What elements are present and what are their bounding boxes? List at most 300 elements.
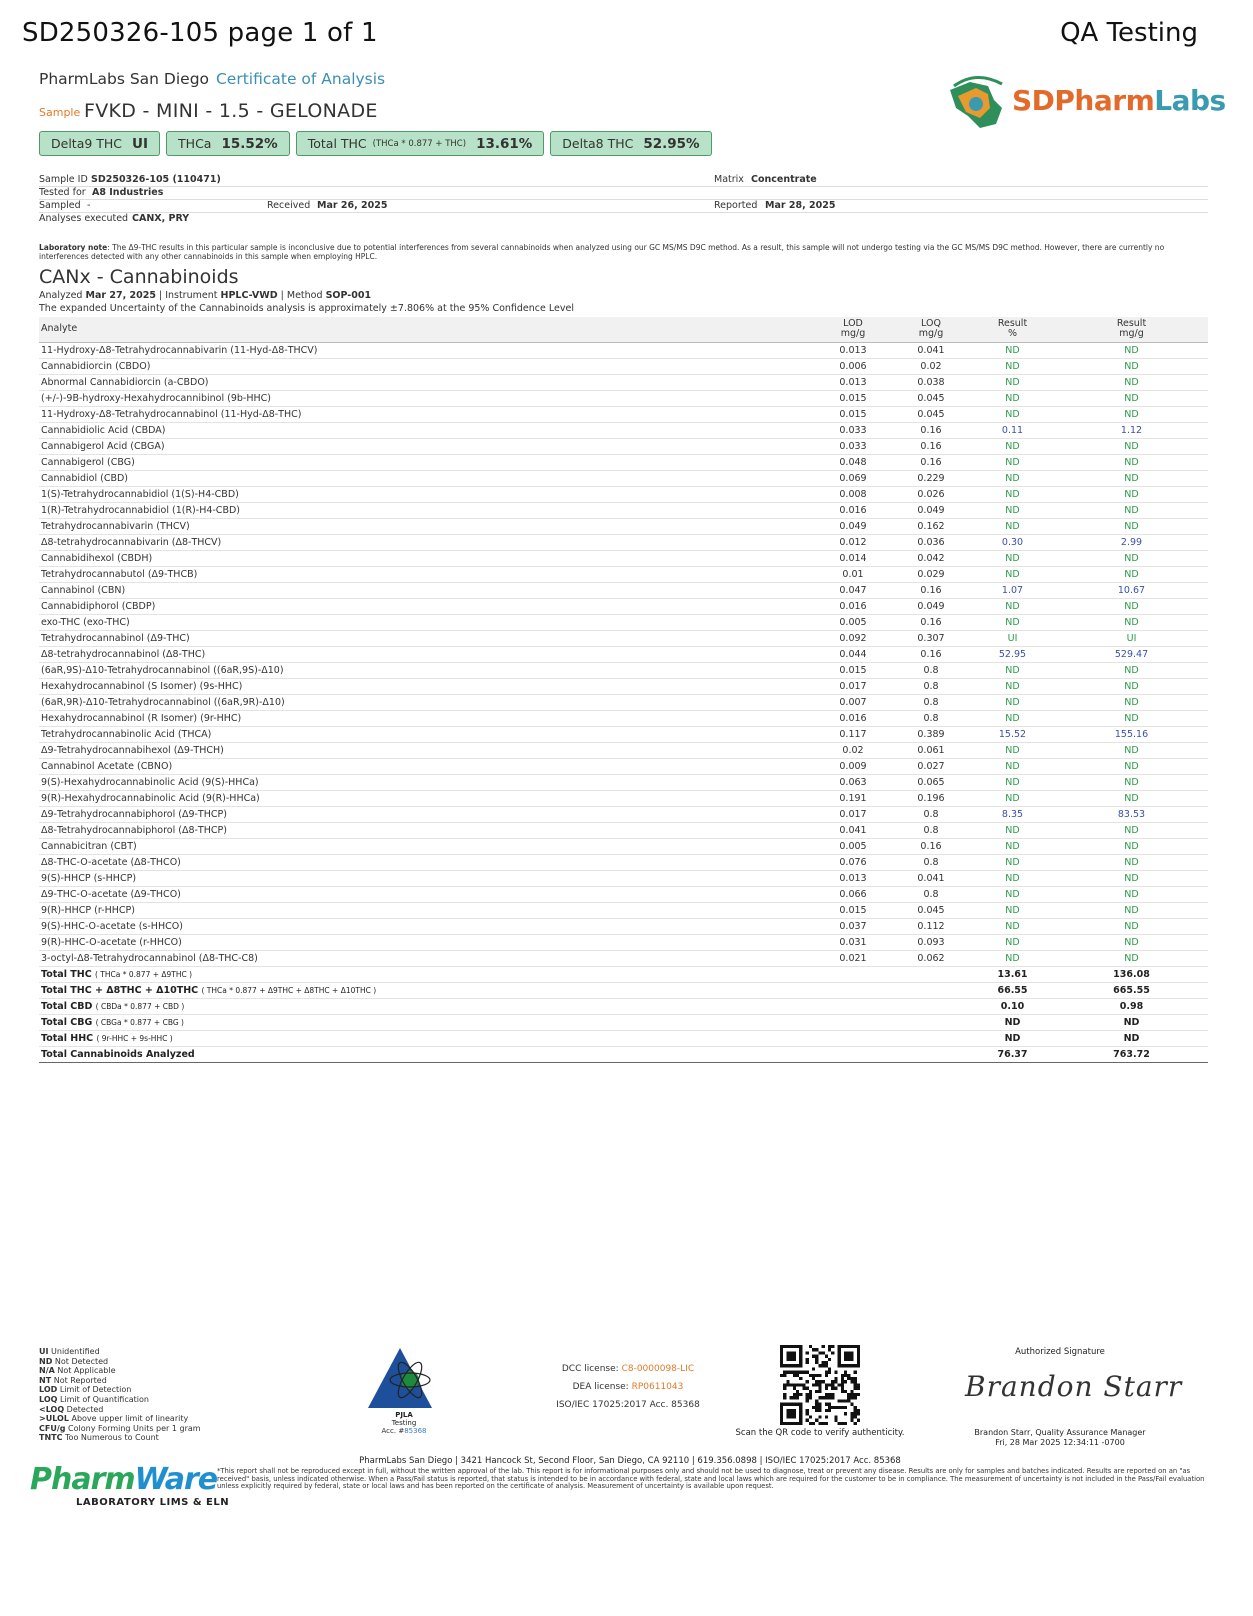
table-row xyxy=(39,774,1208,790)
loq-cell: 0.093 xyxy=(892,934,970,950)
lod-cell: 0.033 xyxy=(814,438,892,454)
loq-cell: 0.045 xyxy=(892,390,970,406)
analyte-cell: Hexahydrocannabinol (S Isomer) (9s-HHC) xyxy=(39,678,814,694)
lod-cell: 0.092 xyxy=(814,630,892,646)
loq-cell: 0.16 xyxy=(892,582,970,598)
analyte-cell: Tetrahydrocannabinol (Δ9-THC) xyxy=(39,630,814,646)
table-row xyxy=(39,566,1208,582)
analyte-cell: 3-octyl-Δ8-Tetrahydrocannabinol (Δ8-THC-C8) xyxy=(39,950,814,966)
pjla-name: PJLA xyxy=(395,1411,413,1419)
total-row xyxy=(39,1046,1208,1062)
table-row xyxy=(39,870,1208,886)
reported-date: Mar 28, 2025 xyxy=(765,200,836,211)
lod-cell: 0.048 xyxy=(814,454,892,470)
meta-row-3: Sampled - Received Mar 26, 2025 Reported Mar 28, 2025 xyxy=(39,200,1208,213)
result-pct-cell: ND xyxy=(970,614,1055,630)
loq-cell: 0.16 xyxy=(892,646,970,662)
table-row xyxy=(39,374,1208,390)
loq-cell: 0.049 xyxy=(892,598,970,614)
loq-cell: 0.042 xyxy=(892,550,970,566)
lod-cell: 0.037 xyxy=(814,918,892,934)
result-mg-cell: ND xyxy=(1055,470,1208,486)
analyte-cell: 9(R)-HHCP (r-HHCP) xyxy=(39,902,814,918)
result-mg-cell: ND xyxy=(1055,694,1208,710)
table-row xyxy=(39,726,1208,742)
laboratory-note: Laboratory note: The Δ9-THC results in this particular sample is inconclusive due to potential interferences from several cannabinoids when analyzed using our GC MS/MS D9C method. As a result, this sample will not undergo testing via the GC MS/MS D9C method. However, there are currently no interferences detected with any other cannabinoids in this sample when employing HPLC. xyxy=(39,243,1165,261)
result-mg-cell: ND xyxy=(1055,902,1208,918)
total-pct: 13.61 xyxy=(970,966,1055,982)
result-mg-cell: 529.47 xyxy=(1055,646,1208,662)
qr-code-icon[interactable] xyxy=(780,1345,860,1425)
loq-cell: 0.8 xyxy=(892,710,970,726)
total-label: Total THC + Δ8THC + Δ10THC ( THCa * 0.877 + Δ9THC + Δ8THC + Δ10THC ) xyxy=(39,982,814,998)
total-row xyxy=(39,966,1208,982)
result-mg-cell: 155.16 xyxy=(1055,726,1208,742)
result-pct-cell: ND xyxy=(970,742,1055,758)
disclaimer: *This report shall not be reproduced except in full, without the written approval of the lab. This report is for informational purposes only and should not be used to diagnose, treat or prevent any disease. Results are only for samples and batches indicated. Results are reported on an "as received" basis, unless indicated otherwise. When a Pass/Fail status is reported, that status is intended to be in accordance with federal, state and local laws which are required for the customer to be in compliance. The measurement of uncertainty is not included in the Pass/Fail evaluation unless explicitly required by federal, state or local laws and has been reported on the certificate of analysis. Measurement of uncertainty is available upon request. xyxy=(217,1467,1205,1491)
analyte-cell: Cannabigerol Acid (CBGA) xyxy=(39,438,814,454)
result-mg-cell: ND xyxy=(1055,854,1208,870)
result-mg-cell: ND xyxy=(1055,454,1208,470)
col-analyte: Analyte xyxy=(39,317,814,342)
table-row xyxy=(39,518,1208,534)
doc-type: Certificate of Analysis xyxy=(215,70,386,88)
legend-item: CFU/g Colony Forming Units per 1 gram xyxy=(39,1423,201,1433)
result-mg-cell: ND xyxy=(1055,502,1208,518)
lod-cell: 0.01 xyxy=(814,566,892,582)
dea-license: DEA license: RP0611043 xyxy=(572,1382,684,1392)
total-row xyxy=(39,982,1208,998)
loq-cell: 0.8 xyxy=(892,694,970,710)
legend-item: TNTC Too Numerous to Count xyxy=(39,1433,159,1443)
legend-item: UI Unidentified xyxy=(39,1347,100,1356)
sample-id: SD250326-105 (110471) xyxy=(91,174,221,185)
total-mg: 763.72 xyxy=(1055,1046,1208,1062)
pharmware-logo: PharmWare xyxy=(30,1462,218,1497)
lod-cell: 0.041 xyxy=(814,822,892,838)
loq-cell: 0.16 xyxy=(892,838,970,854)
analyte-cell: 9(R)-HHC-O-acetate (r-HHCO) xyxy=(39,934,814,950)
total-label: Total CBG ( CBGa * 0.877 + CBG ) xyxy=(39,1014,814,1030)
table-row xyxy=(39,758,1208,774)
loq-cell: 0.8 xyxy=(892,886,970,902)
result-pct-cell: ND xyxy=(970,934,1055,950)
total-pct: ND xyxy=(970,1014,1055,1030)
result-pct-cell: ND xyxy=(970,822,1055,838)
result-mg-cell: ND xyxy=(1055,918,1208,934)
result-pct-cell: 15.52 xyxy=(970,726,1055,742)
lod-cell: 0.013 xyxy=(814,342,892,358)
analyte-cell: 9(S)-HHCP (s-HHCP) xyxy=(39,870,814,886)
result-mg-cell: ND xyxy=(1055,390,1208,406)
lod-cell: 0.016 xyxy=(814,710,892,726)
result-mg-cell: ND xyxy=(1055,742,1208,758)
analyte-cell: Cannabinol (CBN) xyxy=(39,582,814,598)
total-mg: ND xyxy=(1055,1014,1208,1030)
analyte-cell: 9(R)-Hexahydrocannabinolic Acid (9(R)-HHCa) xyxy=(39,790,814,806)
table-row xyxy=(39,422,1208,438)
loq-cell: 0.162 xyxy=(892,518,970,534)
handwritten-signature: Brandon Starr xyxy=(965,1370,1183,1403)
analyte-cell: Cannabidiolic Acid (CBDA) xyxy=(39,422,814,438)
lod-cell: 0.012 xyxy=(814,534,892,550)
section-title: CANx - Cannabinoids xyxy=(39,266,239,288)
matrix: Concentrate xyxy=(751,174,817,185)
analyte-cell: Cannabidiol (CBD) xyxy=(39,470,814,486)
result-mg-cell: ND xyxy=(1055,790,1208,806)
result-pct-cell: ND xyxy=(970,758,1055,774)
analyte-cell: Abnormal Cannabidiorcin (a-CBDO) xyxy=(39,374,814,390)
result-pct-cell: ND xyxy=(970,710,1055,726)
result-mg-cell: ND xyxy=(1055,486,1208,502)
analyte-cell: 1(S)-Tetrahydrocannabidiol (1(S)-H4-CBD) xyxy=(39,486,814,502)
analysis-info: Analyzed Mar 27, 2025 | Instrument HPLC-VWD | Method SOP-001 xyxy=(39,290,372,301)
result-mg-cell: ND xyxy=(1055,710,1208,726)
table-header xyxy=(39,317,1208,342)
result-mg-cell: ND xyxy=(1055,358,1208,374)
analyte-cell: Δ9-Tetrahydrocannabiphorol (Δ9-THCP) xyxy=(39,806,814,822)
loq-cell: 0.16 xyxy=(892,422,970,438)
lod-cell: 0.191 xyxy=(814,790,892,806)
table-row xyxy=(39,630,1208,646)
loq-cell: 0.8 xyxy=(892,678,970,694)
result-pct-cell: ND xyxy=(970,678,1055,694)
result-pct-cell: ND xyxy=(970,918,1055,934)
badge-delta9-thc: Delta9 THC UI xyxy=(39,131,160,156)
result-pct-cell: ND xyxy=(970,886,1055,902)
analyte-cell: Δ8-Tetrahydrocannabiphorol (Δ8-THCP) xyxy=(39,822,814,838)
table-row xyxy=(39,678,1208,694)
table-row xyxy=(39,390,1208,406)
table-row xyxy=(39,646,1208,662)
sdpharmlabs-logo-text: SDPharmLabs xyxy=(1012,84,1226,117)
result-pct-cell: 0.30 xyxy=(970,534,1055,550)
lod-cell: 0.009 xyxy=(814,758,892,774)
qa-testing-label: QA Testing xyxy=(1060,18,1198,48)
loq-cell: 0.061 xyxy=(892,742,970,758)
total-row xyxy=(39,1014,1208,1030)
loq-cell: 0.307 xyxy=(892,630,970,646)
result-pct-cell: ND xyxy=(970,598,1055,614)
loq-cell: 0.045 xyxy=(892,902,970,918)
total-pct: 66.55 xyxy=(970,982,1055,998)
analyte-cell: Δ8-tetrahydrocannabivarin (Δ8-THCV) xyxy=(39,534,814,550)
table-row xyxy=(39,950,1208,966)
lod-cell: 0.016 xyxy=(814,598,892,614)
loq-cell: 0.16 xyxy=(892,614,970,630)
loq-cell: 0.049 xyxy=(892,502,970,518)
result-pct-cell: ND xyxy=(970,854,1055,870)
loq-cell: 0.029 xyxy=(892,566,970,582)
table-row xyxy=(39,438,1208,454)
badge-total-thc: Total THC (THCa * 0.877 + THC) 13.61% xyxy=(296,131,545,156)
loq-cell: 0.041 xyxy=(892,870,970,886)
table-row xyxy=(39,806,1208,822)
total-pct: ND xyxy=(970,1030,1055,1046)
result-mg-cell: ND xyxy=(1055,374,1208,390)
lod-cell: 0.047 xyxy=(814,582,892,598)
loq-cell: 0.8 xyxy=(892,822,970,838)
lod-cell: 0.049 xyxy=(814,518,892,534)
loq-cell: 0.041 xyxy=(892,342,970,358)
table-row xyxy=(39,534,1208,550)
uncertainty-statement: The expanded Uncertainty of the Cannabinoids analysis is approximately ±7.806% at the 95% Confidence Level xyxy=(39,303,574,314)
total-label: Total HHC ( 9r-HHC + 9s-HHC ) xyxy=(39,1030,814,1046)
result-pct-cell: ND xyxy=(970,838,1055,854)
analyte-cell: Δ8-tetrahydrocannabinol (Δ8-THC) xyxy=(39,646,814,662)
lod-cell: 0.044 xyxy=(814,646,892,662)
tested-for: A8 Industries xyxy=(92,187,164,198)
result-pct-cell: ND xyxy=(970,374,1055,390)
analyte-cell: Δ9-Tetrahydrocannabihexol (Δ9-THCH) xyxy=(39,742,814,758)
table-row xyxy=(39,694,1208,710)
loq-cell: 0.16 xyxy=(892,454,970,470)
loq-cell: 0.8 xyxy=(892,806,970,822)
lod-cell: 0.117 xyxy=(814,726,892,742)
analyte-cell: 11-Hydroxy-Δ8-Tetrahydrocannabinol (11-Hyd-Δ8-THC) xyxy=(39,406,814,422)
result-pct-cell: ND xyxy=(970,358,1055,374)
lod-cell: 0.076 xyxy=(814,854,892,870)
loq-cell: 0.045 xyxy=(892,406,970,422)
result-pct-cell: ND xyxy=(970,662,1055,678)
result-pct-cell: 8.35 xyxy=(970,806,1055,822)
loq-cell: 0.8 xyxy=(892,662,970,678)
result-mg-cell: ND xyxy=(1055,934,1208,950)
result-pct-cell: ND xyxy=(970,774,1055,790)
result-mg-cell: ND xyxy=(1055,822,1208,838)
total-label: Total CBD ( CBDa * 0.877 + CBD ) xyxy=(39,998,814,1014)
result-pct-cell: ND xyxy=(970,438,1055,454)
pharmware-tagline: LABORATORY LIMS & ELN xyxy=(76,1497,230,1508)
result-pct-cell: 1.07 xyxy=(970,582,1055,598)
lod-cell: 0.017 xyxy=(814,678,892,694)
total-label: Total THC ( THCa * 0.877 + Δ9THC ) xyxy=(39,966,814,982)
iso-accreditation: ISO/IEC 17025:2017 Acc. 85368 xyxy=(556,1400,700,1410)
analyte-cell: Cannabinol Acetate (CBNO) xyxy=(39,758,814,774)
total-row xyxy=(39,1030,1208,1046)
result-pct-cell: ND xyxy=(970,566,1055,582)
result-mg-cell: ND xyxy=(1055,838,1208,854)
total-row xyxy=(39,998,1208,1014)
result-mg-cell: ND xyxy=(1055,598,1208,614)
analyte-cell: Δ9-THC-O-acetate (Δ9-THCO) xyxy=(39,886,814,902)
loq-cell: 0.112 xyxy=(892,918,970,934)
result-pct-cell: 0.11 xyxy=(970,422,1055,438)
analyte-cell: Cannabicitran (CBT) xyxy=(39,838,814,854)
total-mg: 0.98 xyxy=(1055,998,1208,1014)
table-row xyxy=(39,502,1208,518)
result-mg-cell: ND xyxy=(1055,678,1208,694)
result-mg-cell: UI xyxy=(1055,630,1208,646)
analyte-cell: Tetrahydrocannabutol (Δ9-THCB) xyxy=(39,566,814,582)
table-row xyxy=(39,886,1208,902)
table-row xyxy=(39,662,1208,678)
pjla-sub: Testing xyxy=(391,1419,417,1427)
loq-cell: 0.02 xyxy=(892,358,970,374)
result-mg-cell: ND xyxy=(1055,438,1208,454)
authorized-signature-label: Authorized Signature xyxy=(1015,1347,1105,1357)
received-date: Mar 26, 2025 xyxy=(317,200,388,211)
pjla-acc: Acc. #85368 xyxy=(381,1427,427,1435)
sample-name: FVKD - MINI - 1.5 - GELONADE xyxy=(84,100,378,122)
result-pct-cell: ND xyxy=(970,486,1055,502)
result-pct-cell: ND xyxy=(970,390,1055,406)
legend-item: <LOQ Detected xyxy=(39,1404,104,1414)
result-mg-cell: ND xyxy=(1055,406,1208,422)
lod-cell: 0.031 xyxy=(814,934,892,950)
legend-item: N/A Not Applicable xyxy=(39,1366,116,1376)
legend-item: >ULOL Above upper limit of linearity xyxy=(39,1414,189,1424)
analyses-executed: CANX, PRY xyxy=(132,213,190,224)
qr-caption: Scan the QR code to verify authenticity. xyxy=(735,1428,905,1438)
result-pct-cell: ND xyxy=(970,694,1055,710)
total-mg: ND xyxy=(1055,1030,1208,1046)
table-row xyxy=(39,790,1208,806)
result-mg-cell: ND xyxy=(1055,550,1208,566)
analyte-cell: exo-THC (exo-THC) xyxy=(39,614,814,630)
result-mg-cell: ND xyxy=(1055,566,1208,582)
meta-row-2: Tested for A8 Industries xyxy=(39,187,1208,200)
loq-cell: 0.062 xyxy=(892,950,970,966)
table-row xyxy=(39,838,1208,854)
result-pct-cell: ND xyxy=(970,870,1055,886)
legend-item: ND Not Detected xyxy=(39,1356,109,1366)
result-pct-cell: ND xyxy=(970,518,1055,534)
loq-cell: 0.196 xyxy=(892,790,970,806)
lod-cell: 0.005 xyxy=(814,614,892,630)
lab-address: PharmLabs San Diego | 3421 Hancock St, Second Floor, San Diego, CA 92110 | 619.356.0898 | ISO/IEC 17025:2017 Acc. 85368 xyxy=(359,1456,901,1466)
signer-info: Brandon Starr, Quality Assurance Manager Fri, 28 Mar 2025 12:34:11 -0700 xyxy=(974,1428,1146,1447)
lod-cell: 0.015 xyxy=(814,902,892,918)
lod-cell: 0.069 xyxy=(814,470,892,486)
table-row xyxy=(39,742,1208,758)
result-mg-cell: 1.12 xyxy=(1055,422,1208,438)
result-pct-cell: ND xyxy=(970,950,1055,966)
result-mg-cell: ND xyxy=(1055,342,1208,358)
loq-cell: 0.027 xyxy=(892,758,970,774)
legend-item: LOD Limit of Detection xyxy=(39,1385,132,1395)
table-row xyxy=(39,470,1208,486)
total-pct: 76.37 xyxy=(970,1046,1055,1062)
loq-cell: 0.229 xyxy=(892,470,970,486)
lod-cell: 0.02 xyxy=(814,742,892,758)
badge-thca: THCa 15.52% xyxy=(166,131,290,156)
analyte-cell: Cannabigerol (CBG) xyxy=(39,454,814,470)
lod-cell: 0.033 xyxy=(814,422,892,438)
analyte-cell: Cannabidiphorol (CBDP) xyxy=(39,598,814,614)
analyte-cell: (+/-)-9B-hydroxy-Hexahydrocannibinol (9b-HHC) xyxy=(39,390,814,406)
table-row xyxy=(39,934,1208,950)
lod-cell: 0.015 xyxy=(814,390,892,406)
col-loq: LOQ mg/g xyxy=(892,317,970,342)
legend-item: NT Not Reported xyxy=(39,1375,107,1385)
lod-cell: 0.015 xyxy=(814,406,892,422)
total-pct: 0.10 xyxy=(970,998,1055,1014)
table-row xyxy=(39,614,1208,630)
col-lod: LOD mg/g xyxy=(814,317,892,342)
analyte-cell: Hexahydrocannabinol (R Isomer) (9r-HHC) xyxy=(39,710,814,726)
loq-cell: 0.038 xyxy=(892,374,970,390)
lod-cell: 0.017 xyxy=(814,806,892,822)
loq-cell: 0.16 xyxy=(892,438,970,454)
lod-cell: 0.006 xyxy=(814,358,892,374)
legend-item: LOQ Limit of Quantification xyxy=(39,1394,149,1404)
analyte-cell: Cannabidiorcin (CBDO) xyxy=(39,358,814,374)
summary-badges xyxy=(39,131,712,156)
table-row xyxy=(39,550,1208,566)
result-mg-cell: ND xyxy=(1055,614,1208,630)
table-row xyxy=(39,918,1208,934)
lod-cell: 0.005 xyxy=(814,838,892,854)
table-row xyxy=(39,358,1208,374)
total-label: Total Cannabinoids Analyzed xyxy=(39,1046,814,1062)
table-row xyxy=(39,822,1208,838)
abbreviation-legend xyxy=(39,1347,201,1443)
result-mg-cell: ND xyxy=(1055,950,1208,966)
analyte-cell: 1(R)-Tetrahydrocannabidiol (1(R)-H4-CBD) xyxy=(39,502,814,518)
result-mg-cell: ND xyxy=(1055,758,1208,774)
total-mg: 665.55 xyxy=(1055,982,1208,998)
lod-cell: 0.014 xyxy=(814,550,892,566)
loq-cell: 0.389 xyxy=(892,726,970,742)
result-pct-cell: 52.95 xyxy=(970,646,1055,662)
dcc-license: DCC license: C8-0000098-LIC xyxy=(561,1364,695,1374)
analyte-cell: 11-Hydroxy-Δ8-Tetrahydrocannabivarin (11-Hyd-Δ8-THCV) xyxy=(39,342,814,358)
loq-cell: 0.8 xyxy=(892,854,970,870)
result-mg-cell: 2.99 xyxy=(1055,534,1208,550)
meta-row-4: Analyses executed CANX, PRY xyxy=(39,213,190,224)
result-mg-cell: ND xyxy=(1055,774,1208,790)
lod-cell: 0.013 xyxy=(814,870,892,886)
lab-title xyxy=(39,70,385,88)
meta-row-1: Sample ID SD250326-105 (110471) Matrix Concentrate xyxy=(39,174,1208,187)
col-result-pct: Result % xyxy=(970,317,1055,342)
result-pct-cell: ND xyxy=(970,790,1055,806)
loq-cell: 0.036 xyxy=(892,534,970,550)
result-pct-cell: ND xyxy=(970,454,1055,470)
lab-name: PharmLabs San Diego xyxy=(39,70,210,88)
loq-cell: 0.065 xyxy=(892,774,970,790)
result-pct-cell: ND xyxy=(970,550,1055,566)
analyte-cell: Δ8-THC-O-acetate (Δ8-THCO) xyxy=(39,854,814,870)
table-row xyxy=(39,454,1208,470)
analyte-cell: 9(S)-Hexahydrocannabinolic Acid (9(S)-HHCa) xyxy=(39,774,814,790)
table-row xyxy=(39,486,1208,502)
analyte-cell: Cannabidihexol (CBDH) xyxy=(39,550,814,566)
lod-cell: 0.007 xyxy=(814,694,892,710)
lod-cell: 0.021 xyxy=(814,950,892,966)
analyte-cell: (6aR,9S)-Δ10-Tetrahydrocannabinol ((6aR,9S)-Δ10) xyxy=(39,662,814,678)
lod-cell: 0.063 xyxy=(814,774,892,790)
table-row xyxy=(39,902,1208,918)
table-row xyxy=(39,710,1208,726)
cannabinoid-results-table xyxy=(39,317,1208,1063)
result-mg-cell: ND xyxy=(1055,518,1208,534)
report-id: SD250326-105 page 1 of 1 xyxy=(22,18,378,48)
result-pct-cell: UI xyxy=(970,630,1055,646)
result-mg-cell: ND xyxy=(1055,886,1208,902)
analyte-cell: Tetrahydrocannabinolic Acid (THCA) xyxy=(39,726,814,742)
col-result-mg: Result mg/g xyxy=(1055,317,1208,342)
result-mg-cell: ND xyxy=(1055,662,1208,678)
sample-label: Sample xyxy=(39,106,81,119)
analyte-cell: (6aR,9R)-Δ10-Tetrahydrocannabinol ((6aR,9R)-Δ10) xyxy=(39,694,814,710)
table-row xyxy=(39,598,1208,614)
lod-cell: 0.016 xyxy=(814,502,892,518)
table-row xyxy=(39,582,1208,598)
result-mg-cell: 10.67 xyxy=(1055,582,1208,598)
lod-cell: 0.066 xyxy=(814,886,892,902)
